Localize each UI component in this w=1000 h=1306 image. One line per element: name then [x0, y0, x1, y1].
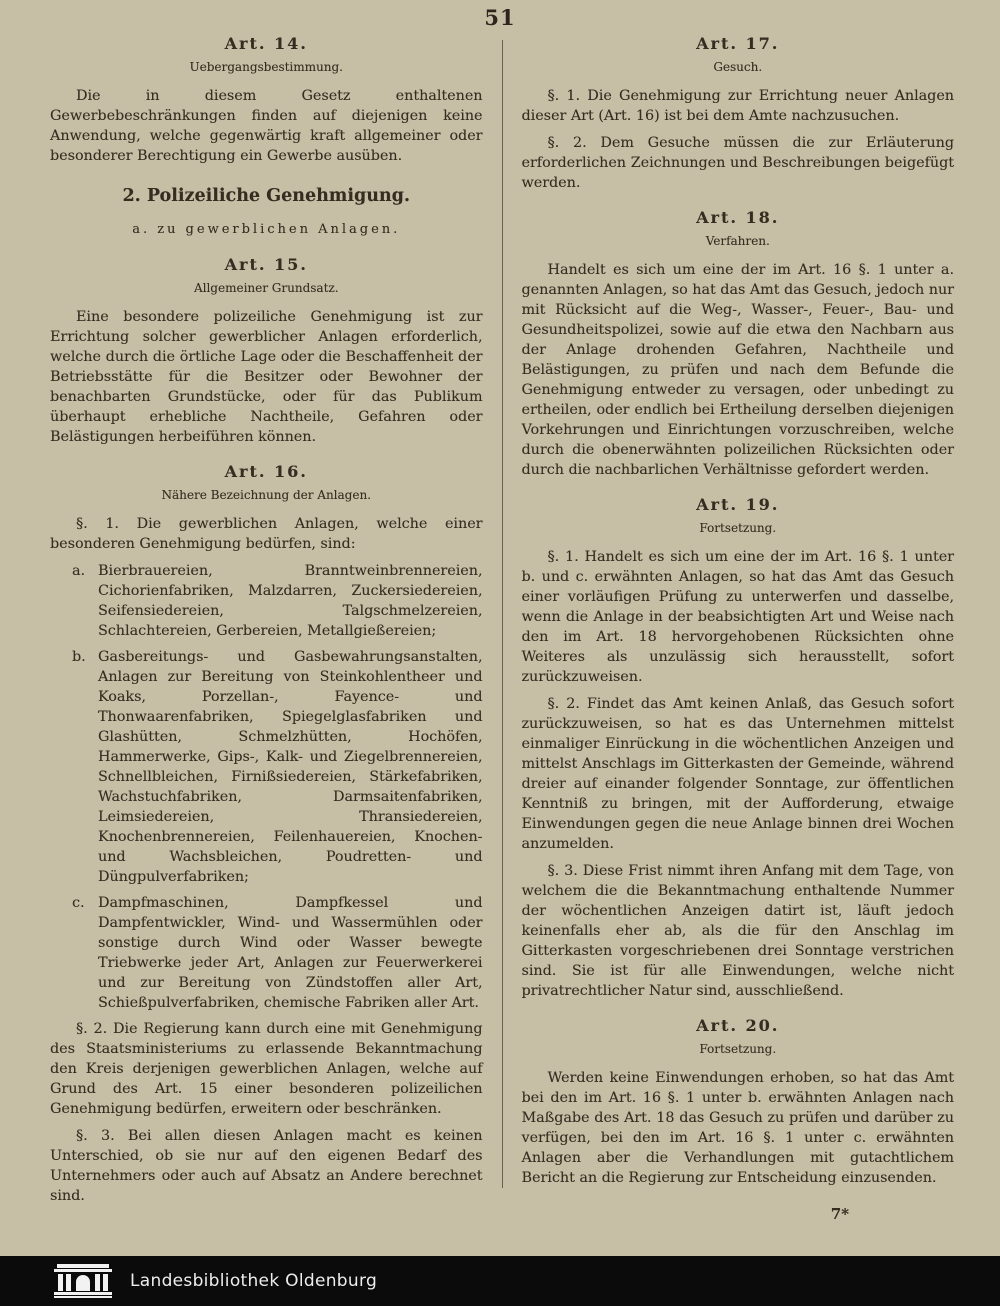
art-20-subheading: Fortsetzung.	[699, 1042, 777, 1056]
art-19-subheading: Fortsetzung.	[699, 521, 777, 535]
list-item-c-text: Dampfmaschinen, Dampfkessel und Dampfentwickler, Wind- und Wassermühlen oder sonstige durch Wind oder Wasser bewegte Triebwerke jeder Art, Anlagen zur Feuerwerkerei und zur Bereitung von Zündstoffen aller Art, Schießpulverfabriken, chemische Fabriken aller Art.	[98, 895, 483, 1011]
right-column	[503, 32, 955, 1224]
art-19-heading: Art. 19.	[696, 495, 780, 514]
left-column	[50, 32, 502, 1224]
art-19-paragraph-2: §. 2. Findet das Amt keinen Anlaß, das Gesuch sofort zurückzuweisen, so hat es das Unternehmen mittelst einmaliger Einrückung in die wöchentlichen Anzeigen und mittelst Anschlags im Gitterkasten der Gemeinde, während dreier auf einander folgender Sonntage, zur öffentlichen Kenntniß zu bringen, mit der Aufforderung, etwaige Einwendungen gegen die neue Anlage binnen drei Wochen anzumelden.	[521, 696, 954, 852]
library-name: Landesbibliothek Oldenburg	[130, 1271, 378, 1291]
art-16-heading: Art. 16.	[224, 462, 308, 481]
page-number: 51	[484, 5, 516, 30]
section-2a-subheading: a. zu gewerblichen Anlagen.	[132, 222, 401, 237]
art-16-list-item-c	[50, 893, 483, 1013]
art-17-subheading: Gesuch.	[713, 60, 763, 74]
library-footer-bar	[0, 1256, 1000, 1306]
art-19-paragraph-3: §. 3. Diese Frist nimmt ihren Anfang mit dem Tage, von welchem die die Bekanntmachung enthaltende Nummer der wöchentlichen Anzeigen datirt ist, läuft jedoch keinenfalls eher ab, als die für den Anschlag im Gitterkasten vorgeschriebenen drei Sonntage verstrichen sind. Sie ist für alle Einwendungen, welche nicht privatrechtlicher Natur sind, ausschließend.	[521, 863, 954, 999]
list-item-a-label: a.	[72, 563, 86, 579]
art-17-paragraph-2: §. 2. Dem Gesuche müssen die zur Erläuterung erforderlichen Zeichnungen und Beschreibungen beigefügt werden.	[521, 135, 954, 191]
list-item-b-text: Gasbereitungs- und Gasbewahrungsanstalten, Anlagen zur Bereitung von Steinkohlentheer und Koaks, Porzellan-, Fayence- und Thonwaarenfabriken, Spiegelglasfabriken und Glashütten, Schmelzhütten, Hochöfen, Hammerwerke, Gips-, Kalk- und Ziegelbrennereien, Schnellbleichen, Firnißsiedereien, Stärkefabriken, Wachstuchfabriken, Darmsaitenfabriken, Leimsiedereien, Thransiedereien, Knochenbrennereien, Feilenhauereien, Knochen- und Wachsbleichen, Poudretten- und Düngpulverfabriken;	[98, 649, 483, 885]
art-18-paragraph: Handelt es sich um eine der im Art. 16 §. 1 unter a. genannten Anlagen, so hat das Amt das Gesuch, jedoch nur mit Rücksicht auf die Weg-, Wasser-, Feuer-, Bau- und Gesundheitspolizei, sowie auf die etwa den Nachbarn aus der Anlage drohenden Gefahren, Nachtheile und Belästigungen, zu prüfen und nach dem Befunde die Genehmigung entweder zu versagen, oder unbedingt zu ertheilen, oder endlich bei Ertheilung derselben diejenigen Vorkehrungen und Einrichtungen vorzuschreiben, welche durch die obenerwähnten polizeilichen Rücksichten oder durch die nachbarlichen Verhältnisse gefordert werden.	[521, 262, 954, 478]
art-14-heading: Art. 14.	[224, 34, 308, 53]
art-20-heading: Art. 20.	[696, 1016, 780, 1035]
list-item-b-label: b.	[72, 649, 86, 665]
art-14-subheading: Uebergangsbestimmung.	[189, 60, 343, 74]
art-16-subheading: Nähere Bezeichnung der Anlagen.	[161, 488, 371, 502]
art-15-heading: Art. 15.	[224, 255, 308, 274]
art-17-paragraph-1: §. 1. Die Genehmigung zur Errichtung neuer Anlagen dieser Art (Art. 16) ist bei dem Amte nachzusuchen.	[521, 88, 954, 124]
signature-mark: 7*	[830, 1205, 849, 1223]
art-18-heading: Art. 18.	[696, 208, 780, 227]
art-20-paragraph: Werden keine Einwendungen erhoben, so hat das Amt bei den im Art. 16 §. 1 unter b. erwähnten Anlagen nach Maßgabe des Art. 18 das Gesuch zu prüfen und darüber zu verfügen, bei den im Art. 16 §. 1 unter c. erwähnten Anlagen aber die Verhandlungen mit gutachtlichem Bericht an die Regierung zur Entscheidung einzusenden.	[521, 1070, 954, 1186]
art-14-paragraph: Die in diesem Gesetz enthaltenen Gewerbebeschränkungen finden auf diejenigen keine Anwendung, welche gegenwärtig kraft allgemeiner oder besonderer Berechtigung ein Gewerbe ausüben.	[50, 88, 483, 164]
art-16-list-item-b	[50, 647, 483, 887]
art-15-subheading: Allgemeiner Grundsatz.	[193, 281, 339, 295]
art-18-subheading: Verfahren.	[705, 234, 770, 248]
list-item-c-label: c.	[72, 895, 85, 911]
art-15-paragraph: Eine besondere polizeiliche Genehmigung ist zur Errichtung solcher gewerblicher Anlagen erforderlich, welche durch die örtliche Lage oder die Beschaffenheit der Betriebsstätte für die Besitzer oder Bewohner der benachbarten Grundstücke, oder für das Publikum überhaupt erhebliche Nachtheile, Gefahren oder Belästigungen herbeiführen können.	[50, 309, 483, 445]
list-item-a-text: Bierbrauereien, Branntweinbrennereien, Cichorienfabriken, Malzdarren, Zuckersiedereien, Seifensiedereien, Talgschmelzereien, Schlachtereien, Gerbereien, Metallgießereien;	[98, 563, 483, 639]
art-16-list-item-a	[50, 561, 483, 641]
text-columns	[50, 32, 954, 1224]
art-16-paragraph-2: §. 2. Die Regierung kann durch eine mit Genehmigung des Staatsministeriums zu erlassende Bekanntmachung den Kreis derjenigen gewerblichen Anlagen, welche auf Grund des Art. 15 einer besonderen polizeilichen Genehmigung bedürfen, erweitern oder beschränken.	[50, 1021, 483, 1117]
library-logo-icon	[52, 1262, 114, 1300]
art-16-paragraph-3: §. 3. Bei allen diesen Anlagen macht es keinen Unterschied, ob sie nur auf den eigenen Bedarf des Unternehmers oder auch auf Absatz an Andere berechnet sind.	[50, 1128, 483, 1204]
art-17-heading: Art. 17.	[696, 34, 780, 53]
art-16-paragraph-1: §. 1. Die gewerblichen Anlagen, welche einer besonderen Genehmigung bedürfen, sind:	[50, 516, 483, 552]
section-2-heading: 2. Polizeiliche Genehmigung.	[122, 186, 410, 206]
art-19-paragraph-1: §. 1. Handelt es sich um eine der im Art. 16 §. 1 unter b. und c. erwähnten Anlagen, so hat das Amt das Gesuch einer vorläufigen Prüfung zu unterwerfen und dasselbe, wenn die Anlage in der beabsichtigten Art und Weise nach den im Art. 18 hervorgehobenen Rücksichten ohne Weiteres als unzulässig sich herausstellt, sofort zurückzuweisen.	[521, 549, 954, 685]
